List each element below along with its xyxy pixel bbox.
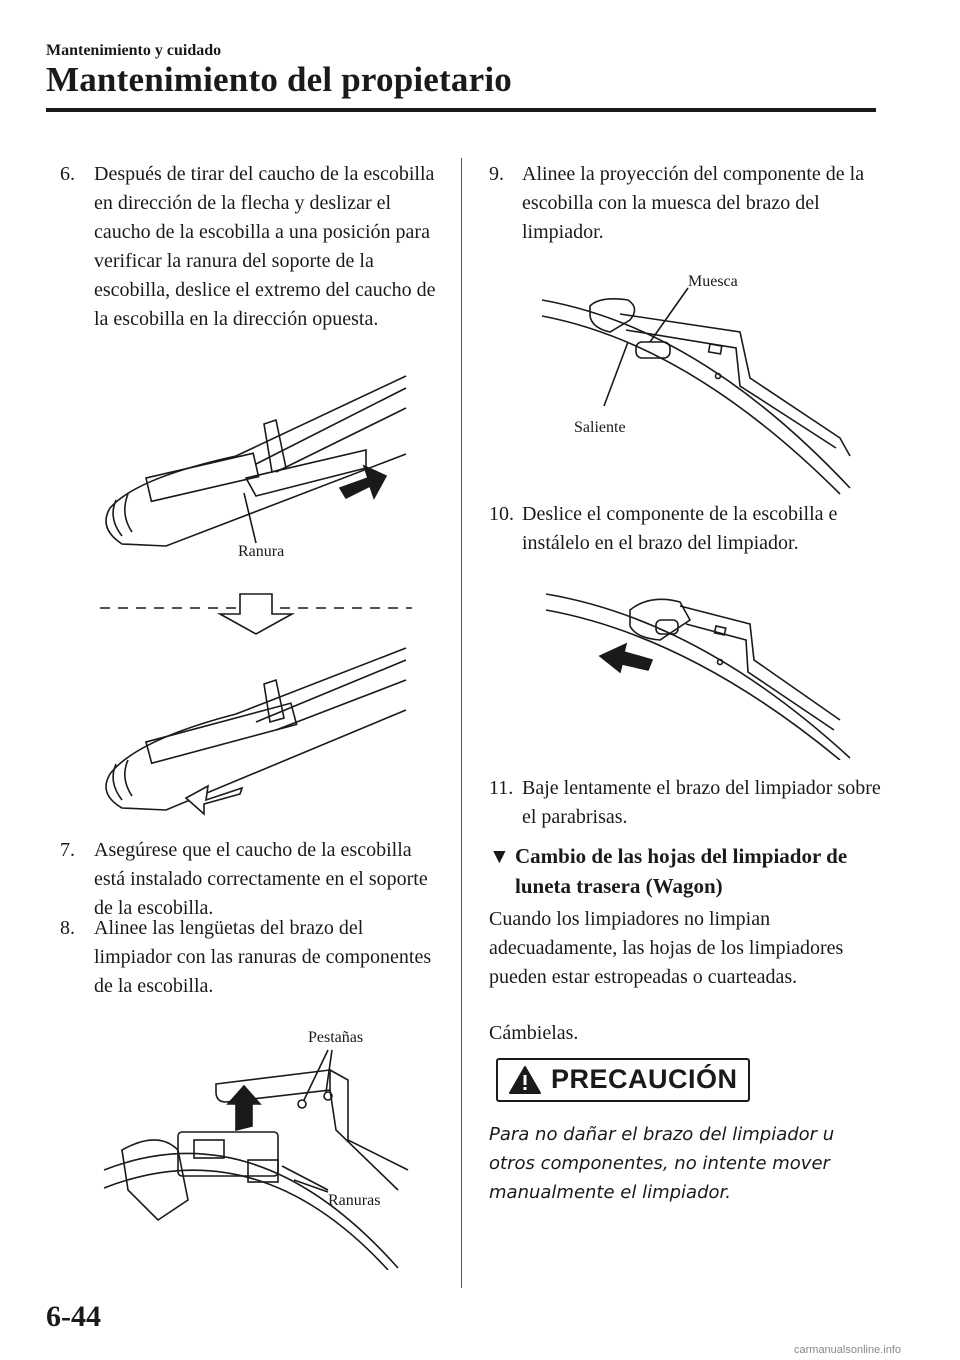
- figure-blade-rubber-slide: [96, 368, 416, 828]
- blade-end-cap: [113, 500, 122, 536]
- caution-text: Para no dañar el brazo del limpiador u otros componentes, no intente mover manualmente el limpiador.: [489, 1124, 835, 1203]
- watermark: carmanualsonline.info: [794, 1344, 902, 1356]
- caution-label: PRECAUCIÓN: [551, 1064, 738, 1094]
- blade-end-cap: [125, 760, 132, 796]
- wiper-arm-edge: [626, 330, 836, 448]
- rubber-strip: [146, 703, 297, 763]
- arm-notch: [715, 626, 726, 635]
- blade-curve: [542, 316, 840, 494]
- holder-clip: [264, 680, 284, 722]
- body-paragraph: Cuando los limpiadores no limpian adecuadamente, las hojas de los limpiadores pueden estar estropeadas o cuarteadas.: [489, 908, 844, 988]
- leader-line-ranuras: [282, 1166, 328, 1190]
- blade-body-outline: [106, 376, 406, 546]
- arm-hole: [718, 660, 723, 665]
- step-text: Asegúrese que el caucho de la escobilla está instalado correctamente en el soporte de la escobilla.: [94, 839, 428, 919]
- up-arrow-icon: [228, 1086, 260, 1130]
- page-title: Mantenimiento del propietario: [46, 60, 512, 99]
- section-label: Mantenimiento y cuidado: [46, 42, 222, 59]
- page-number: 6-44: [46, 1300, 101, 1333]
- blade-end-cap: [125, 494, 132, 532]
- step-7: [60, 836, 440, 923]
- step-number: 6.: [60, 163, 75, 185]
- step-10: [489, 500, 889, 558]
- step-11: [489, 774, 889, 832]
- step-9: [489, 160, 889, 247]
- step-text: Después de tirar del caucho de la escobilla en dirección de la flecha y deslizar el caucho de la escobilla a una posición para verificar la ranura del soporte de la escobilla, deslice el extremo del caucho de la escobilla en la dirección opuesta.: [94, 163, 436, 330]
- label-muesca: Muesca: [688, 273, 738, 290]
- blade-edge-line: [276, 408, 406, 472]
- step-number: 11.: [489, 777, 514, 799]
- step-number: 7.: [60, 839, 75, 861]
- blade-curve: [546, 610, 840, 760]
- down-arrow-icon: [220, 594, 292, 634]
- label-ranuras: Ranuras: [328, 1192, 381, 1209]
- wiper-arm-outline: [680, 606, 840, 720]
- holder-slot: [636, 342, 670, 358]
- wiper-arm-edge: [686, 624, 834, 730]
- blade-curve: [546, 594, 850, 758]
- leader-line-ranura: [244, 493, 256, 543]
- label-ranura: Ranura: [238, 543, 285, 560]
- step-number: 10.: [489, 503, 514, 525]
- triangle-marker-icon: ▼: [489, 844, 510, 868]
- leader-line-saliente: [604, 342, 628, 406]
- column-divider: [461, 158, 462, 1288]
- figure-notch-projection: [540, 268, 860, 498]
- step-text: Alinee la proyección del componente de la escobilla con la muesca del brazo del limpiador.: [522, 163, 865, 243]
- blade-curve: [104, 1170, 388, 1270]
- blade-end-cap: [113, 764, 122, 800]
- wiper-arm-edge: [330, 1070, 408, 1170]
- figure-install-component: [540, 580, 860, 760]
- caution-box: [496, 1058, 750, 1102]
- body-paragraph-2: Cámbielas.: [489, 1022, 579, 1044]
- label-pestanas: Pestañas: [308, 1029, 364, 1046]
- section-heading: [489, 841, 879, 901]
- step-6: [60, 160, 440, 334]
- label-saliente: Saliente: [574, 419, 626, 436]
- blade-body-outline: [106, 648, 406, 810]
- leader-line-muesca: [650, 288, 688, 342]
- step-8: [60, 914, 440, 1001]
- wiper-arm-edge: [330, 1090, 398, 1190]
- figure-arm-tabs-slots: [98, 1020, 418, 1270]
- leader-line-pestanas: [304, 1050, 328, 1100]
- step-text: Alinee las lengüetas del brazo del limpiador con las ranuras de componentes de la escobilla.: [94, 917, 432, 997]
- arm-notch: [709, 344, 722, 354]
- step-number: 8.: [60, 917, 75, 939]
- warning-triangle-icon: [508, 1065, 542, 1095]
- header-rule: [46, 108, 876, 112]
- heading-text: Cambio de las hojas del limpiador de luneta trasera (Wagon): [515, 844, 848, 898]
- arm-tab: [298, 1100, 306, 1108]
- step-text: Deslice el componente de la escobilla e instálelo en el brazo del limpiador.: [522, 503, 838, 554]
- arm-hole: [716, 374, 721, 379]
- holder-clip: [264, 420, 286, 472]
- blade-edge-line: [256, 388, 406, 464]
- step-text: Baje lentamente el brazo del limpiador sobre el parabrisas.: [522, 777, 881, 828]
- step-number: 9.: [489, 163, 504, 185]
- slide-left-arrow-icon: [600, 644, 652, 672]
